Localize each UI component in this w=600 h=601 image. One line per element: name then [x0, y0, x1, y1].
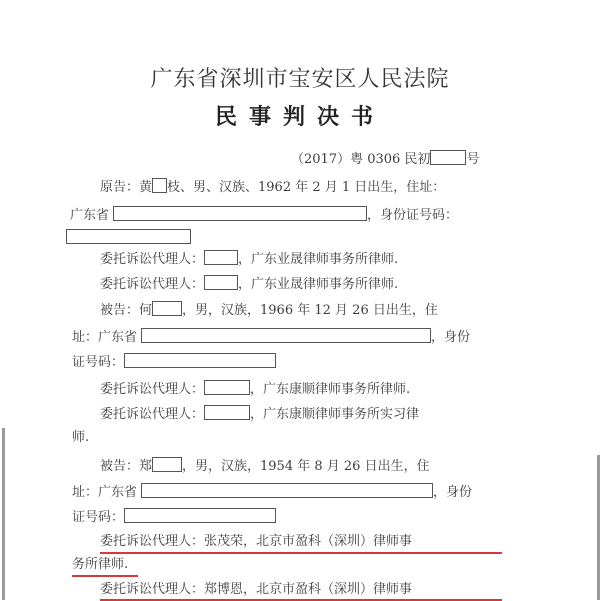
agent-label: 委托诉讼代理人： [100, 277, 205, 292]
defendant-1-line [100, 301, 438, 319]
defendant-1-agent-2 [100, 405, 419, 423]
redaction-box [152, 457, 182, 472]
redaction-box [141, 483, 433, 498]
defendant-2-id [72, 508, 276, 526]
document-title: 民事判决书 [214, 104, 385, 130]
plaintiff-id-line [66, 229, 191, 247]
plaintiff-line [100, 178, 445, 196]
redaction-box [152, 301, 182, 316]
agent-firm: ，广东业晟律师事务所律师. [238, 277, 399, 292]
agent-label: 委托诉讼代理人： [100, 407, 205, 422]
defendant-1-agent-1 [100, 380, 410, 398]
defendant-2-agent-1-cont: 务所律师. [72, 557, 129, 572]
defendant-2-line [100, 457, 430, 475]
redaction-box [124, 353, 276, 368]
address-label: 址：广东省 [72, 330, 138, 345]
red-underline [72, 575, 138, 577]
case-number-suffix: 号 [466, 152, 480, 167]
court-name: 广东省深圳市宝安区人民法院 [150, 67, 450, 92]
redaction-box [204, 380, 250, 395]
id-label: ，身份证号码： [367, 208, 459, 223]
plaintiff-agent-1 [100, 250, 398, 268]
redaction-box [204, 405, 250, 420]
address-label: 广东省 [70, 208, 110, 223]
redaction-box [66, 229, 191, 244]
agent-label: 委托诉讼代理人： [100, 252, 205, 267]
redaction-box [204, 275, 238, 290]
redaction-box [430, 150, 466, 165]
defendant-label: 被告：郑 [100, 459, 153, 474]
redaction-box [124, 508, 276, 523]
defendant-1-address [72, 328, 470, 346]
redaction-box [141, 328, 431, 343]
continuation-text: 师. [72, 430, 90, 445]
redaction-box [204, 250, 238, 265]
agent-firm: ，广东业晟律师事务所律师. [238, 252, 399, 267]
defendant-2-agent-1: 委托诉讼代理人：张茂荣，北京市盈科（深圳）律师事 [100, 534, 413, 549]
id-number-label: 证号码： [72, 510, 125, 525]
id-label: ，身份 [431, 330, 471, 345]
defendant-label: 被告：何 [100, 303, 153, 318]
plaintiff-agent-2 [100, 275, 398, 293]
redaction-box [152, 178, 167, 193]
plaintiff-details: 枝、男、汉族、1962 年 2 月 1 日出生，住址： [167, 180, 446, 195]
plaintiff-label: 原告：黄 [100, 180, 153, 195]
address-label: 址：广东省 [72, 485, 138, 500]
id-label: ，身份 [433, 485, 473, 500]
agent-firm: ，广东康顺律师事务所律师. [250, 382, 411, 397]
case-number-prefix: （2017）粤 0306 民初 [291, 152, 431, 167]
id-number-label: 证号码： [72, 355, 125, 370]
defendant-1-id [72, 353, 276, 371]
defendant-2-agent-2: 委托诉讼代理人：郑博恩，北京市盈科（深圳）律师事 [100, 582, 413, 597]
agent-firm: ，广东康顺律师事务所实习律 [250, 407, 420, 422]
defendant-details: ，男，汉族，1966 年 12 月 26 日出生，住 [182, 303, 438, 318]
scan-edge [2, 428, 5, 600]
case-number [291, 150, 479, 168]
defendant-details: ，男，汉族，1954 年 8 月 26 日出生，住 [182, 459, 430, 474]
redaction-box [113, 206, 367, 221]
red-underline [100, 552, 502, 554]
plaintiff-address-line [70, 206, 458, 224]
defendant-2-address [72, 483, 472, 501]
agent-label: 委托诉讼代理人： [100, 382, 205, 397]
